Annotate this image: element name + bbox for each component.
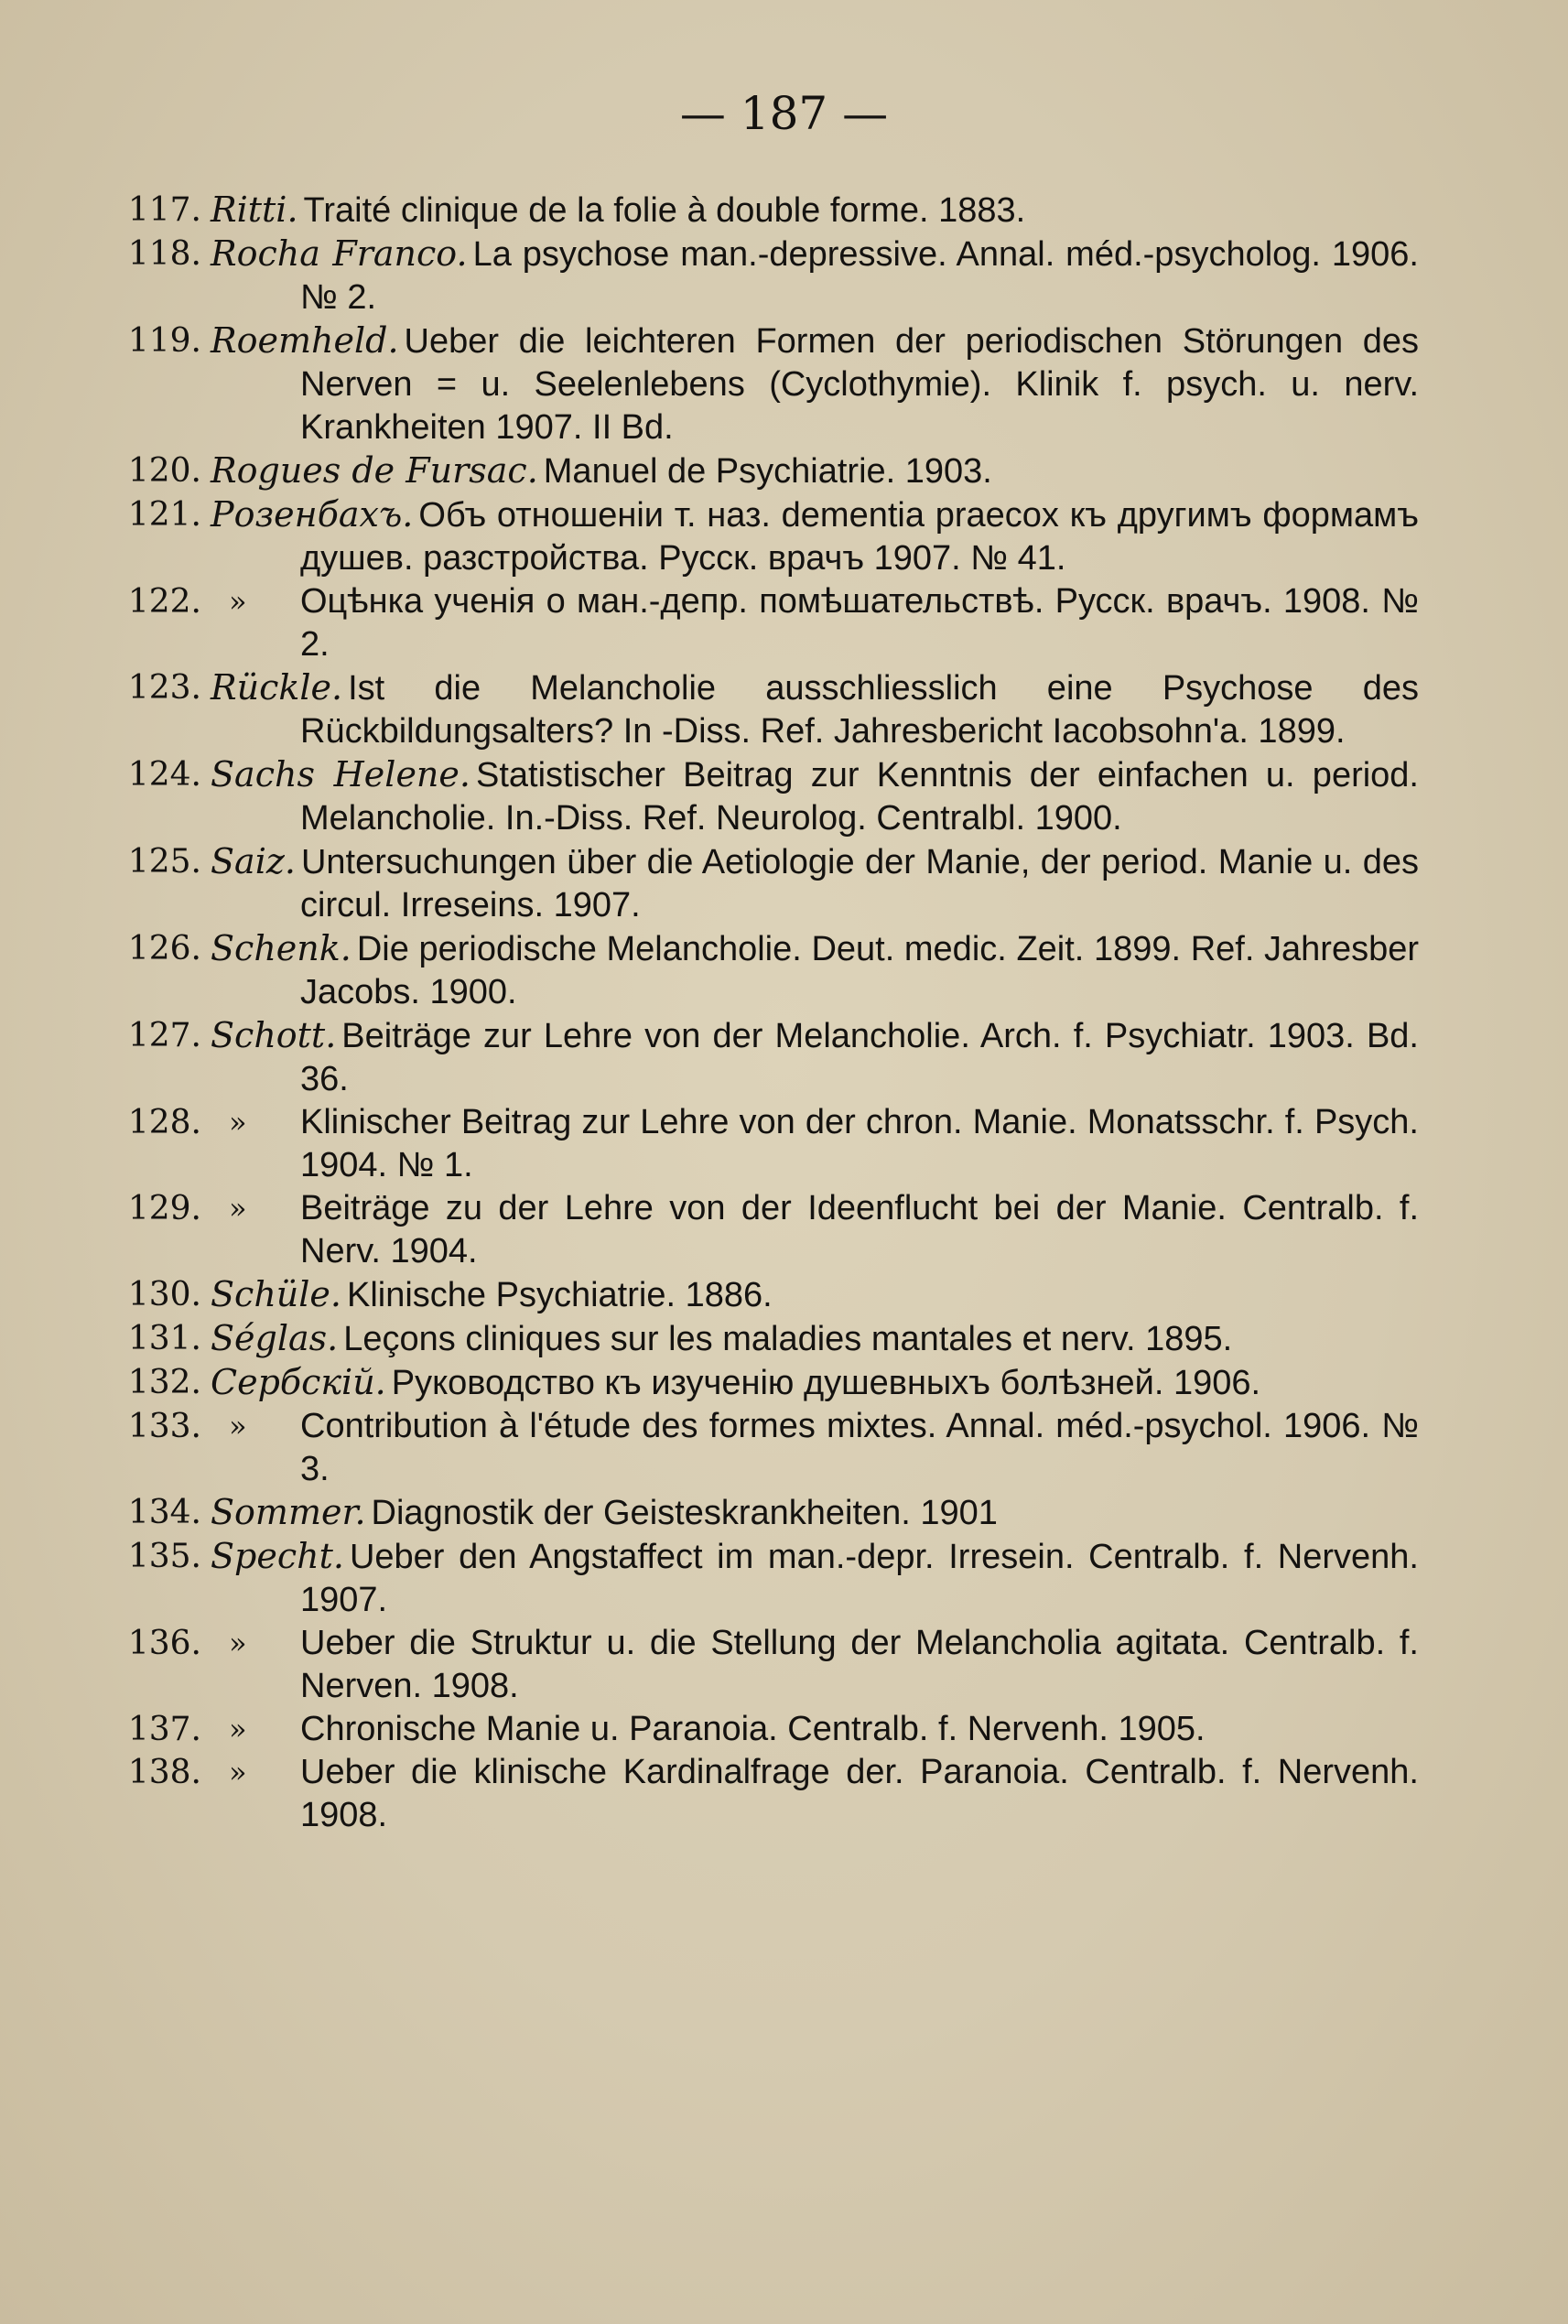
entry-author: Sommer. <box>211 1492 366 1532</box>
bibliography-entry <box>92 319 1419 449</box>
entry-author: Séglas. <box>211 1318 339 1358</box>
bibliography-entry <box>92 1187 1419 1273</box>
entry-author: Ritti. <box>211 189 298 230</box>
entry-text: La psychose man.-depressive. Annal. méd.-psycholog. 1906. № 2. <box>300 235 1419 317</box>
entry-author: Schenk. <box>211 928 351 968</box>
entry-number: 132. <box>127 1364 201 1401</box>
entry-text: Ueber den Angstaffect im man.-depr. Irresein. Centralb. f. Nervenh. 1907. <box>300 1538 1419 1619</box>
ditto-mark: » <box>229 1712 247 1746</box>
entry-author: Saiz. <box>211 841 296 881</box>
entry-number: 131. <box>127 1320 201 1357</box>
ditto-mark: » <box>229 1755 247 1789</box>
entry-text: Ist die Melancholie ausschliesslich eine Psychose des Rückbildungsalters? In -Diss. Ref. Jahresbericht Iacobsohn'a. 1899. <box>300 669 1419 751</box>
entry-number: 137. <box>127 1711 201 1748</box>
entry-author: Specht. <box>211 1536 344 1576</box>
entry-text: Statistischer Beitrag zur Kenntnis der einfachen u. period. Melancholie. In.-Diss. Ref. Neurolog. Centralbl. 1900. <box>300 756 1419 838</box>
entry-number: 130. <box>127 1276 201 1313</box>
bibliography-entry <box>92 1273 1419 1317</box>
entry-text: Untersuchungen über die Aetiologie der Manie, der period. Manie u. des circul. Irreseins. 1907. <box>300 843 1419 924</box>
bibliography-entry <box>92 232 1419 319</box>
entry-text: Beiträge zur Lehre von der Melancholie. Arch. f. Psychiatr. 1903. Bd. 36. <box>300 1017 1419 1098</box>
entry-text: Klinische Psychiatrie. 1886. <box>346 1276 773 1314</box>
bibliography-entry <box>92 1361 1419 1405</box>
entry-author: Roemheld. <box>211 320 399 361</box>
entry-number: 119. <box>127 322 201 360</box>
entry-text: Leçons cliniques sur les maladies mantales et nerv. 1895. <box>343 1320 1233 1358</box>
entry-number: 128. <box>127 1104 201 1141</box>
entry-author: Сербскiй. <box>211 1362 386 1402</box>
entry-author: Rückle. <box>211 667 343 708</box>
ditto-mark: » <box>229 1191 247 1226</box>
page-number: — 187 — <box>679 87 889 140</box>
bibliography-entry <box>92 1101 1419 1187</box>
entry-text: Ueber die Struktur u. die Stellung der Melancholia agitata. Centralb. f. Nerven. 1908. <box>300 1624 1419 1705</box>
bibliography-entry <box>92 1751 1419 1837</box>
entry-text: Contribution à l'étude des formes mixtes. Annal. méd.-psychol. 1906. № 3. <box>300 1407 1419 1488</box>
entry-text: Chronische Manie u. Paranoia. Centralb. f. Nervenh. 1905. <box>300 1710 1206 1748</box>
bibliography-entry <box>92 189 1419 232</box>
entry-number: 134. <box>127 1494 201 1531</box>
bibliography-entry <box>92 753 1419 840</box>
entry-text: Ueber die leichteren Formen der periodischen Störungen des Nerven = u. Seelenlebens (Cyclothymie). Klinik f. psych. u. nerv. Krankheiten 1907. II Bd. <box>300 322 1419 447</box>
bibliography-entry <box>92 840 1419 927</box>
bibliography-entry <box>92 1535 1419 1622</box>
entry-text: Diagnostik der Geisteskrankheiten. 1901 <box>371 1494 998 1532</box>
entry-author: Розенбахъ. <box>211 494 414 535</box>
entry-number: 125. <box>127 843 201 881</box>
entry-number: 121. <box>127 496 201 534</box>
bibliography-entry <box>92 1317 1419 1361</box>
entry-author: Rocha Franco. <box>211 233 468 274</box>
bibliography-entry <box>92 449 1419 493</box>
entry-text: Traité clinique de la folie à double forme. 1883. <box>303 191 1026 230</box>
bibliography-entry <box>92 1014 1419 1101</box>
entry-author: Schüle. <box>211 1274 341 1314</box>
entry-text: Оцѣнка ученiя о ман.-депр. помѣшательствѣ. Русск. врачъ. 1908. № 2. <box>300 582 1419 664</box>
ditto-mark: » <box>229 1626 247 1660</box>
bibliography-entry <box>92 1405 1419 1491</box>
entry-text: Beiträge zu der Lehre von der Ideenflucht bei der Manie. Centralb. f. Nerv. 1904. <box>300 1189 1419 1270</box>
bibliography-entry <box>92 1708 1419 1751</box>
bibliography-entry <box>92 580 1419 666</box>
ditto-mark: » <box>229 1105 247 1140</box>
entry-number: 135. <box>127 1538 201 1575</box>
entry-number: 124. <box>127 756 201 794</box>
entry-number: 117. <box>127 191 201 229</box>
bibliography-entry <box>92 1622 1419 1708</box>
entry-number: 129. <box>127 1190 201 1227</box>
entry-number: 138. <box>127 1754 201 1791</box>
entry-number: 136. <box>127 1625 201 1662</box>
entry-number: 120. <box>127 452 201 490</box>
entry-number: 133. <box>127 1408 201 1445</box>
entry-number: 126. <box>127 930 201 967</box>
bibliography-entry <box>92 1491 1419 1535</box>
entry-text: Руководство къ изученiю душевныхъ болѣзней. 1906. <box>391 1364 1261 1402</box>
entry-text: Klinischer Beitrag zur Lehre von der chron. Manie. Monatsschr. f. Psych. 1904. № 1. <box>300 1103 1419 1184</box>
entry-text: Объ отношенiи т. наз. dementia praecox къ другимъ формамъ душев. разстройства. Русск. врачъ 1907. № 41. <box>300 496 1419 578</box>
bibliography-entry <box>92 493 1419 580</box>
entry-author: Rogues de Fursac. <box>211 450 538 491</box>
entry-author: Schott. <box>211 1015 337 1055</box>
bibliography-entry <box>92 927 1419 1014</box>
bibliography-entry <box>92 666 1419 753</box>
entry-text: Die periodische Melancholie. Deut. medic. Zeit. 1899. Ref. Jahresber Jacobs. 1900. <box>300 930 1419 1011</box>
entry-text: Ueber die klinische Kardinalfrage der. Paranoia. Centralb. f. Nervenh. 1908. <box>300 1753 1419 1834</box>
entry-number: 118. <box>127 235 201 273</box>
ditto-mark: » <box>229 1409 247 1443</box>
entry-number: 123. <box>127 669 201 707</box>
entry-number: 122. <box>127 583 201 621</box>
entry-author: Sachs Helene. <box>211 754 470 794</box>
entry-number: 127. <box>127 1017 201 1054</box>
bibliography-list <box>92 189 1419 1837</box>
ditto-mark: » <box>229 584 247 619</box>
entry-text: Manuel de Psychiatrie. 1903. <box>543 452 992 491</box>
